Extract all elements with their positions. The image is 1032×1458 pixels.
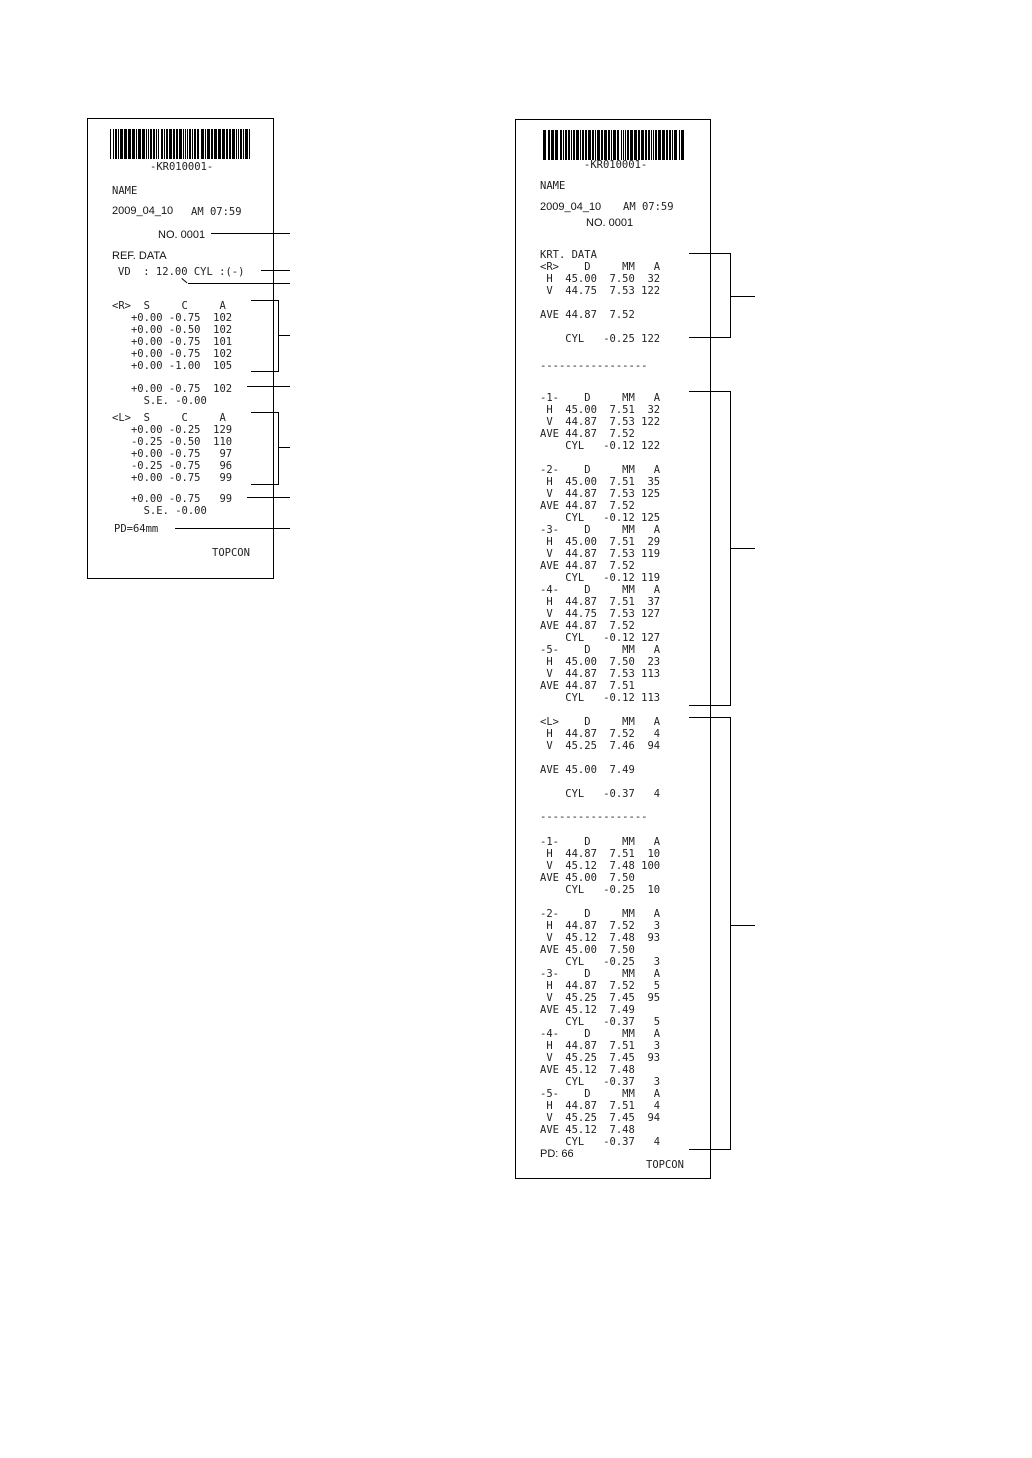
right-eye-measurements: <R> S C A +0.00 -0.75 102 +0.00 -0.50 102 +0.00 -0.75 101 +0.00 -0.75 102 +0.00 -1.00 105 (112, 300, 233, 372)
vertex-distance-line: VD : 12.00 CYL :(-) (118, 266, 245, 278)
name-label: NAME (112, 185, 138, 197)
record-number: NO. 0001 (586, 217, 634, 229)
name-label: NAME (540, 180, 566, 192)
barcode-graphic (543, 130, 684, 160)
left-eye-measurements: <L> S C A +0.00 -0.25 129 -0.25 -0.50 110 +0.00 -0.75 97 -0.25 -0.75 96 +0.00 -0.75 99 (112, 412, 233, 484)
print-time: AM 07:59 (623, 201, 674, 213)
section-title: REF. DATA (112, 250, 167, 262)
record-number: NO. 0001 (158, 229, 206, 241)
barcode-id: -KR010001- (584, 159, 648, 171)
barcode-graphic (110, 129, 251, 159)
pupil-distance: PD=64mm (114, 523, 159, 535)
right-eye-summary: KRT. DATA <R> D MM A H 45.00 7.50 32 V 44.75 7.53 122 AVE 44.87 7.52 CYL -0.25 122 (540, 249, 661, 345)
left-eye-summary: <L> D MM A H 44.87 7.52 4 V 45.25 7.46 94 AVE 45.00 7.49 CYL -0.37 4 (540, 716, 661, 800)
right-eye-readings: -1- D MM A H 45.00 7.51 32 V 44.87 7.53 122 AVE 44.87 7.52 CYL -0.12 122 -2- D MM A H 45.00 7.51 35 V 44.87 7.53 125 AVE 44.87 7.52 CYL -0.12 125 -3- D MM A H 45.00 7.51 29 V 44.87 7.53 119 AVE 44.87 7.52 CYL -0.12 119 -4- D MM A H 44.87 7.51 37 V 44.75 7.53 127 AVE 44.87 7.52 CYL -0.12 127 -5- D MM A H 45.00 7.50 23 V 44.87 7.53 113 AVE 44.87 7.51 CYL -0.12 113 (540, 392, 661, 704)
divider-line: ----------------- (540, 360, 648, 372)
brand-footer: TOPCON (212, 547, 250, 559)
right-eye-average: +0.00 -0.75 102 S.E. -0.00 (130, 383, 233, 407)
krt-data-printout (515, 119, 711, 1179)
print-time: AM 07:59 (191, 206, 242, 218)
print-date: 2009_04_10 (112, 205, 174, 217)
ref-data-printout (87, 118, 274, 579)
brand-footer: TOPCON (646, 1159, 684, 1171)
print-date: 2009_04_10 (540, 201, 602, 213)
barcode-id: -KR010001- (150, 161, 214, 173)
left-eye-readings: -1- D MM A H 44.87 7.51 10 V 45.12 7.48 100 AVE 45.00 7.50 CYL -0.25 10 -2- D MM A H 44.87 7.52 3 V 45.12 7.48 93 AVE 45.00 7.50 CYL -0.25 3 -3- D MM A H 44.87 7.52 5 V 45.25 7.45 95 AVE 45.12 7.49 CYL -0.37 5 -4- D MM A H 44.87 7.51 3 V 45.25 7.45 93 AVE 45.12 7.48 CYL -0.37 3 -5- D MM A H 44.87 7.51 4 V 45.25 7.45 94 AVE 45.12 7.48 CYL -0.37 4 (540, 836, 661, 1148)
divider-line: ----------------- (540, 811, 648, 823)
left-eye-average: +0.00 -0.75 99 S.E. -0.00 (130, 493, 233, 517)
pupil-distance: PD: 66 (540, 1148, 574, 1160)
